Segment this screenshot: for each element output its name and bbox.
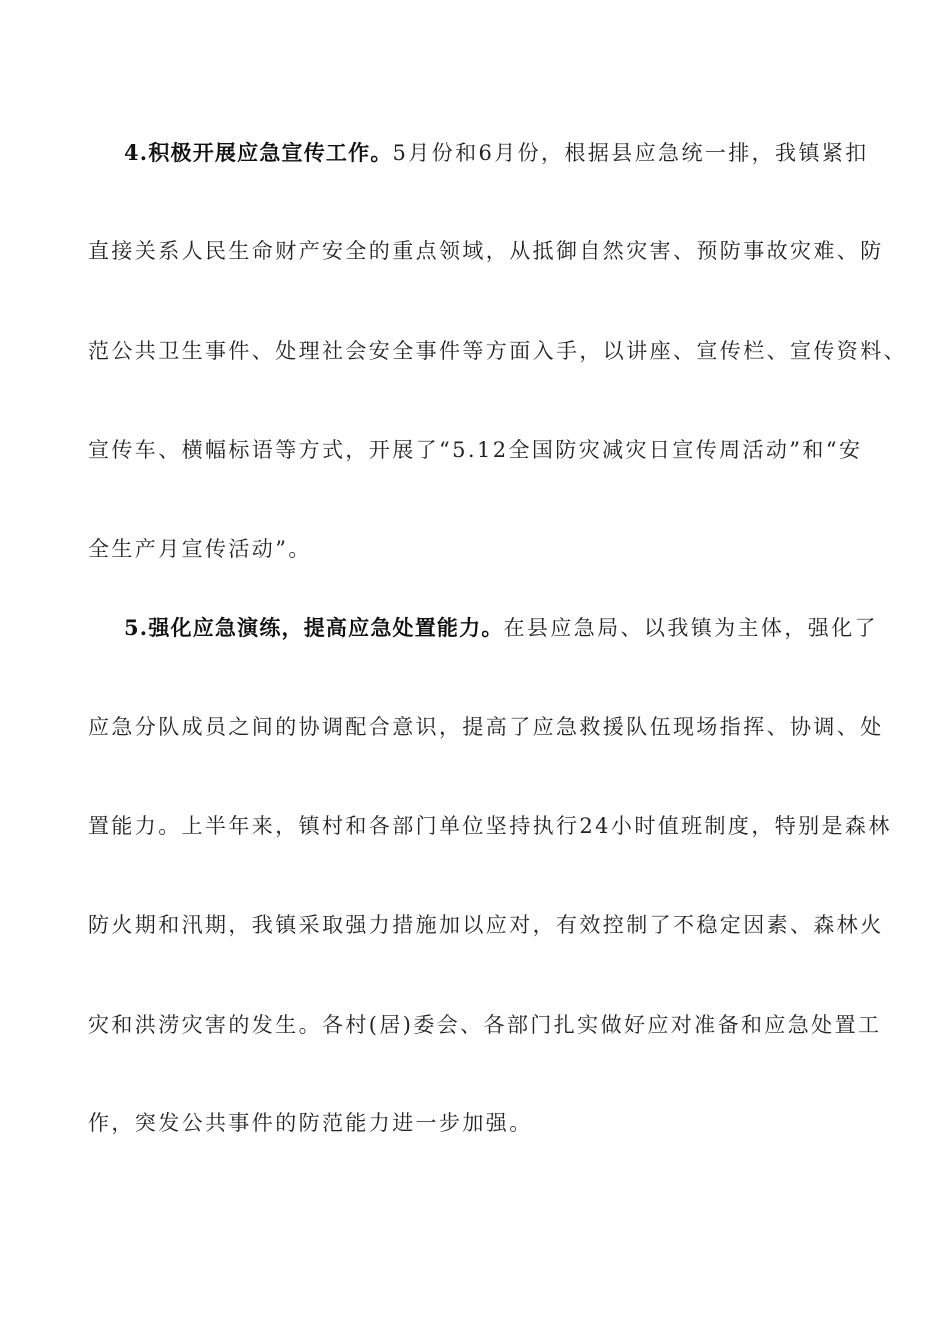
paragraph-5-line-6: 作，突发公共事件的防范能力进一步加强。 <box>88 1111 533 1135</box>
paragraph-4-line-2: 直接关系人民生命财产安全的重点领域，从抵御自然灾害、预防事故灾难、防 <box>88 239 884 263</box>
paragraph-4-text: 5月份和6月份，根据县应急统一排，我镇紧扣 <box>392 141 869 165</box>
paragraph-4-line-3: 范公共卫生事件、处理社会安全事件等方面入手，以讲座、宣传栏、宣传资料、 <box>88 339 907 363</box>
paragraph-5-line-4: 防火期和汛期，我镇采取强力措施加以应对，有效控制了不稳定因素、森林火 <box>88 913 884 937</box>
paragraph-5-line-5: 灾和洪涝灾害的发生。各村(居)委会、各部门扎实做好应对准备和应急处置工 <box>88 1013 882 1037</box>
paragraph-4-line-4: 宣传车、横幅标语等方式，开展了“5.12全国防灾减灾日宣传周活动”和“安 <box>88 438 863 462</box>
paragraph-4-line-1 <box>124 138 884 168</box>
paragraph-5-text: 在县应急局、以我镇为主体，强化了 <box>503 616 878 640</box>
paragraph-4-line-5: 全生产月宣传活动”。 <box>88 537 312 561</box>
paragraph-5-line-3: 置能力。上半年来，镇村和各部门单位坚持执行24小时值班制度，特别是森林 <box>88 814 892 838</box>
paragraph-5-line-2: 应急分队成员之间的协调配合意识，提高了应急救援队伍现场指挥、协调、处 <box>88 715 884 739</box>
paragraph-4-heading: 4.积极开展应急宣传工作。 <box>124 140 393 165</box>
paragraph-5-line-1 <box>124 613 884 643</box>
paragraph-5-heading: 5.强化应急演练，提高应急处置能力。 <box>124 615 504 640</box>
